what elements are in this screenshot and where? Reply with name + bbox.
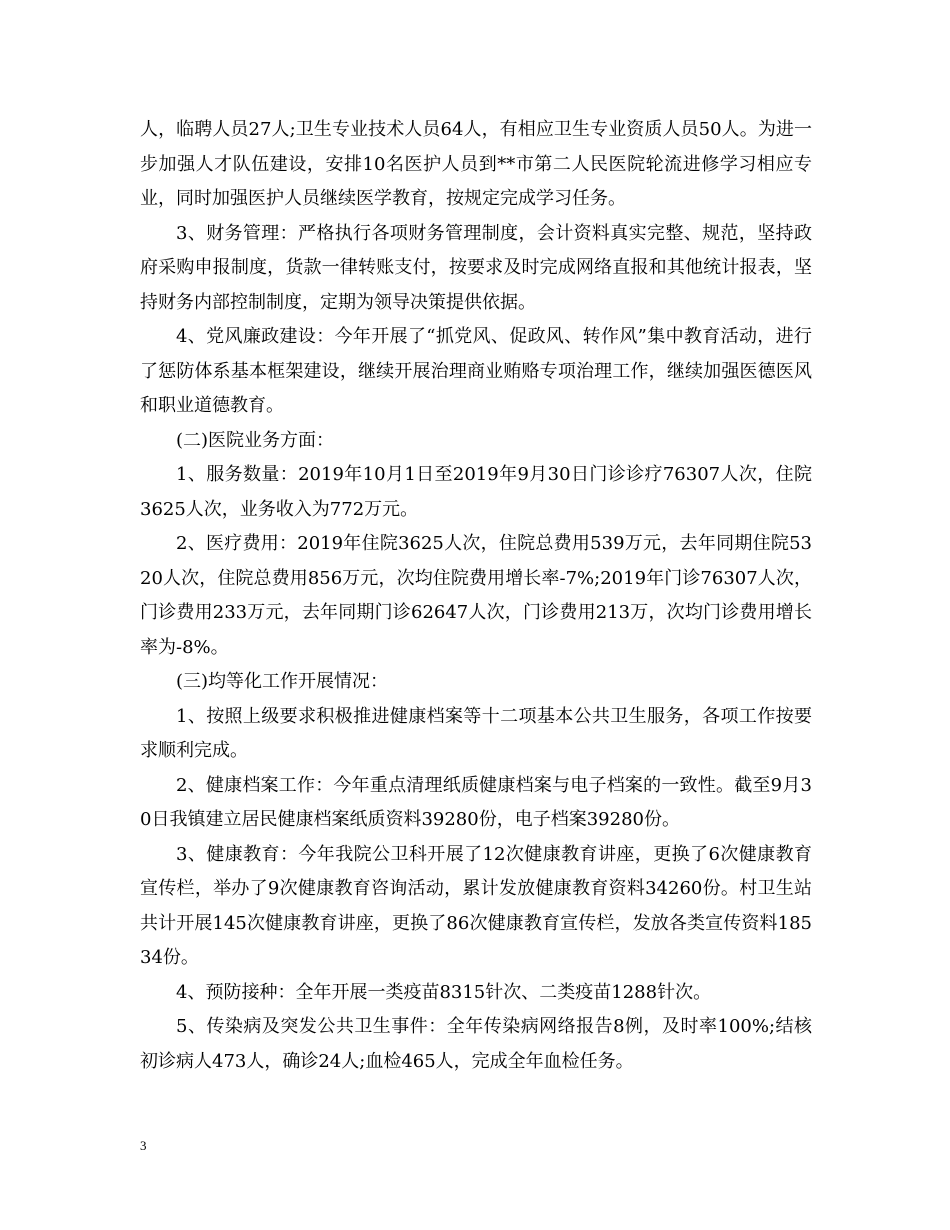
paragraph-10: 3、健康教育：今年我院公卫科开展了12次健康教育讲座，更换了6次健康教育宣传栏，举办了9次健康教育咨询活动，累计发放健康教育资料34260份。村卫生站共计开展145次健康教育讲座，更换了86次健康教育宣传栏，发放各类宣传资料18534份。 (140, 843, 812, 968)
page-number: 3 (140, 1138, 147, 1153)
paragraph-2: 3、财务管理：严格执行各项财务管理制度，会计资料真实完整、规范，坚持政府采购申报制度，货款一律转账支付，按要求及时完成网络直报和其他统计报表，坚持财务内部控制制度，定期为领导决策提供依据。 (140, 222, 812, 313)
paragraph-1: 人，临聘人员27人;卫生专业技术人员64人，有相应卫生专业资质人员50人。为进一步加强人才队伍建设，安排10名医护人员到**市第二人民医院轮流进修学习相应专业，同时加强医护人员继续医学教育，按规定完成学习任务。 (140, 119, 812, 209)
paragraph-8: 1、按照上级要求积极推进健康档案等十二项基本公共卫生服务，各项工作按要求顺利完成。 (140, 705, 812, 761)
paragraph-12: 5、传染病及突发公共卫生事件：全年传染病网络报告8例，及时率100%;结核初诊病人473人，确诊24人;血检465人，完成全年血检任务。 (140, 1016, 812, 1072)
paragraph-3: 4、党风廉政建设：今年开展了“抓党风、促政风、转作风”集中教育活动，进行了惩防体系基本框架建设，继续开展治理商业贿赂专项治理工作，继续加强医德医风和职业道德教育。 (140, 326, 812, 416)
paragraph-11: 4、预防接种：全年开展一类疫苗8315针次、二类疫苗1288针次。 (176, 981, 712, 1003)
paragraph-5: 1、服务数量：2019年10月1日至2019年9月30日门诊诊疗76307人次，住院3625人次，业务收入为772万元。 (140, 464, 812, 520)
section-heading-equalization: (三)均等化工作开展情况： (176, 671, 389, 692)
section-heading-hospital-business: (二)医院业务方面： (176, 429, 335, 451)
paragraph-9: 2、健康档案工作：今年重点清理纸质健康档案与电子档案的一致性。截至9月30日我镇建立居民健康档案纸质资料39280份，电子档案39280份。 (140, 774, 812, 830)
document-body (140, 113, 812, 1079)
paragraph-6: 2、医疗费用：2019年住院3625人次，住院总费用539万元，去年同期住院5320人次，住院总费用856万元，次均住院费用增长率-7%;2019年门诊76307人次，门诊费用233万元，去年同期门诊62647人次，门诊费用213万，次均门诊费用增长率为-8%。 (140, 533, 812, 658)
